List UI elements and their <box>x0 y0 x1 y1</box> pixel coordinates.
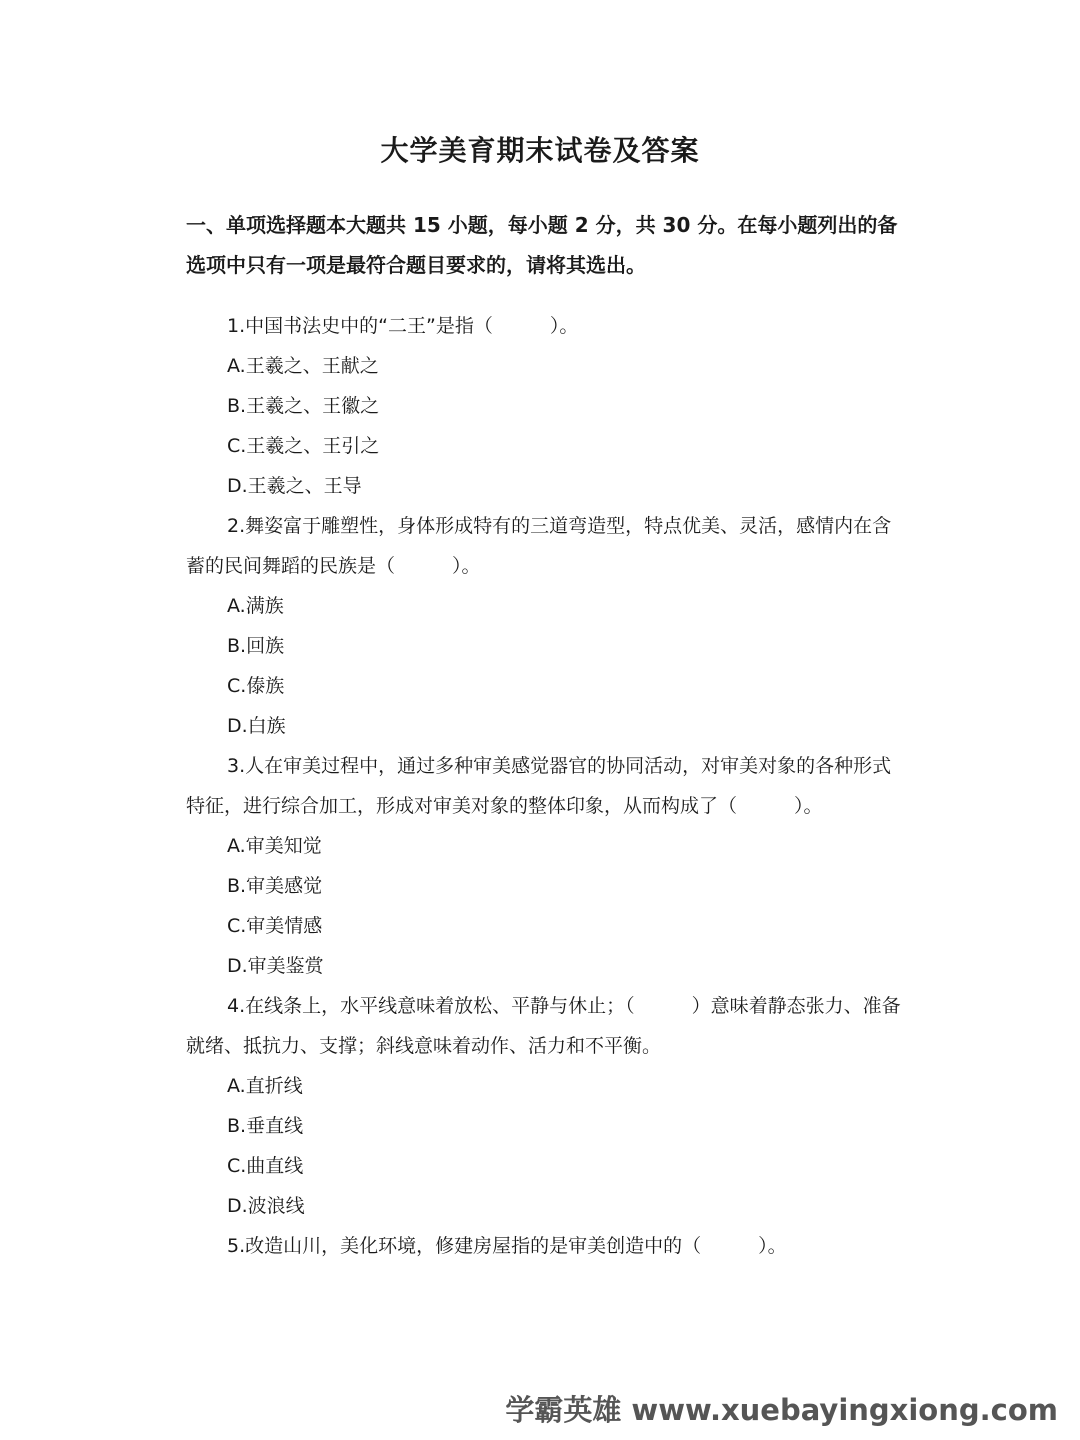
option-d: D.王羲之、王导 <box>227 475 362 497</box>
option-c: C.傣族 <box>227 675 285 697</box>
option-d: D.波浪线 <box>227 1195 305 1217</box>
option-d: D.白族 <box>227 715 286 737</box>
option-a: A.满族 <box>227 595 284 617</box>
question-4 <box>186 986 902 1226</box>
page-title: 大学美育期末试卷及答案 <box>380 134 700 167</box>
option-b: B.审美感觉 <box>227 875 323 897</box>
option-b: B.回族 <box>227 635 285 657</box>
question-list <box>186 306 902 1266</box>
option-c: C.王羲之、王引之 <box>227 435 380 457</box>
watermark: 学霸英雄 www.xuebayingxiong.com <box>505 1393 1058 1427</box>
option-a: A.王羲之、王献之 <box>227 355 379 377</box>
question-stem: 3.人在审美过程中，通过多种审美感觉器官的协同活动，对审美对象的各种形式特征，进行综合加工，形成对审美对象的整体印象，从而构成了（ ）。 <box>186 755 892 817</box>
question-stem: 5.改造山川，美化环境，修建房屋指的是审美创造中的（ ）。 <box>227 1235 787 1257</box>
option-a: A.直折线 <box>227 1075 303 1097</box>
question-3 <box>186 746 902 986</box>
question-2 <box>186 506 902 746</box>
question-5 <box>186 1226 902 1266</box>
option-b: B.垂直线 <box>227 1115 304 1137</box>
option-d: D.审美鉴赏 <box>227 955 324 977</box>
section-heading: 一、单项选择题本大题共 15 小题，每小题 2 分，共 30 分。在每小题列出的备选项中只有一项是最符合题目要求的，请将其选出。 <box>186 213 898 277</box>
option-b: B.王羲之、王徽之 <box>227 395 380 417</box>
question-stem: 1.中国书法史中的“二王”是指（ ）。 <box>227 315 579 337</box>
option-c: C.审美情感 <box>227 915 323 937</box>
question-stem: 4.在线条上，水平线意味着放松、平静与休止；（ ）意味着静态张力、准备就绪、抵抗力、支撑；斜线意味着动作、活力和不平衡。 <box>186 995 901 1057</box>
question-1 <box>186 306 902 506</box>
option-a: A.审美知觉 <box>227 835 322 857</box>
option-c: C.曲直线 <box>227 1155 304 1177</box>
question-stem: 2.舞姿富于雕塑性，身体形成特有的三道弯造型，特点优美、灵活，感情内在含蓄的民间舞蹈的民族是（ ）。 <box>186 515 892 577</box>
